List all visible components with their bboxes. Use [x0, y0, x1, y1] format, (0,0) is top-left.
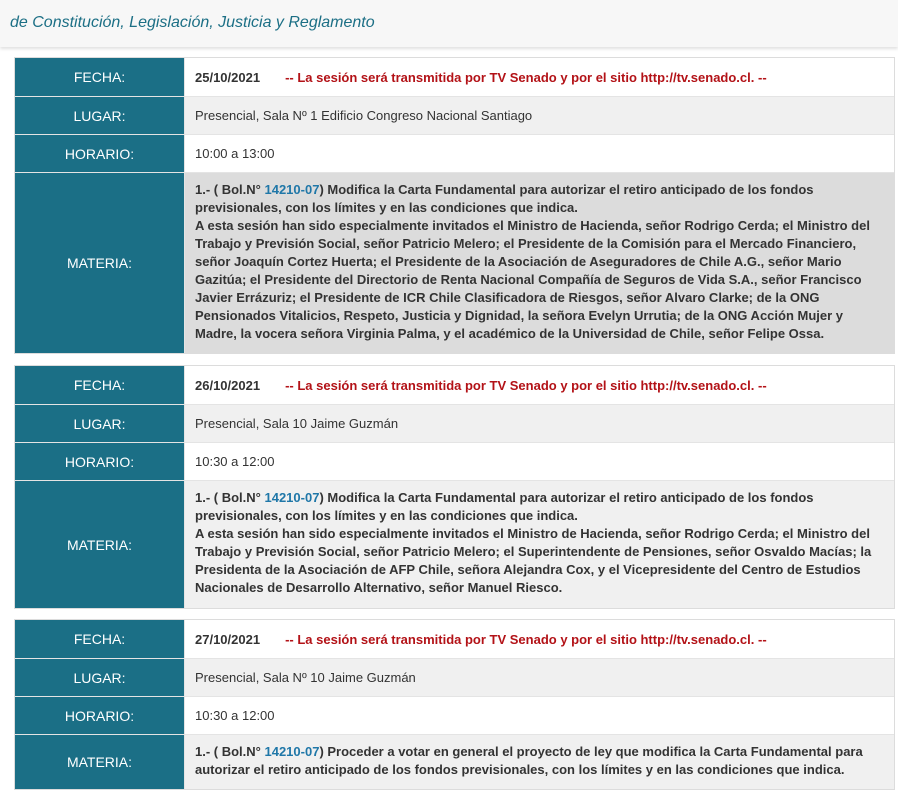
session-card	[14, 365, 895, 609]
lugar-value: Presencial, Sala Nº 1 Edificio Congreso Nacional Santiago	[185, 97, 894, 134]
fecha-label: FECHA:	[15, 620, 185, 658]
horario-value: 10:30 a 12:00	[185, 443, 894, 480]
materia-row	[15, 172, 894, 353]
lugar-label: LUGAR:	[15, 405, 185, 442]
lugar-row	[15, 96, 894, 134]
horario-value: 10:30 a 12:00	[185, 697, 894, 734]
fecha-label: FECHA:	[15, 58, 185, 96]
lugar-row	[15, 658, 894, 696]
horario-label: HORARIO:	[15, 443, 185, 480]
materia-label: MATERIA:	[15, 735, 185, 789]
session-date: 27/10/2021	[195, 631, 261, 647]
materia-text: ) Proceder a votar en general el proyecto de ley que modifica la Carta Fundamental para autorizar el retiro anticipado de los fondos previsionales, con los límites y en las condiciones que indica.	[195, 744, 863, 777]
materia-prefix: 1.- ( Bol.N°	[195, 744, 265, 759]
fecha-label: FECHA:	[15, 366, 185, 404]
fecha-value	[185, 58, 894, 96]
lugar-row	[15, 404, 894, 442]
lugar-value: Presencial, Sala 10 Jaime Guzmán	[185, 405, 894, 442]
lugar-value: Presencial, Sala Nº 10 Jaime Guzmán	[185, 659, 894, 696]
broadcast-notice: -- La sesión será transmitida por TV Senado y por el sitio http://tv.senado.cl. --	[285, 631, 767, 647]
lugar-label: LUGAR:	[15, 659, 185, 696]
fecha-row	[15, 620, 894, 658]
materia-value	[185, 735, 894, 789]
horario-value: 10:00 a 13:00	[185, 135, 894, 172]
broadcast-notice: -- La sesión será transmitida por TV Senado y por el sitio http://tv.senado.cl. --	[285, 377, 767, 393]
materia-label: MATERIA:	[15, 173, 185, 353]
boletin-link[interactable]: 14210-07	[264, 490, 320, 505]
horario-row	[15, 696, 894, 734]
fecha-row	[15, 366, 894, 404]
materia-prefix: 1.- ( Bol.N°	[195, 490, 265, 505]
horario-label: HORARIO:	[15, 135, 185, 172]
session-card	[14, 619, 895, 790]
materia-value	[185, 173, 894, 353]
commission-title: de Constitución, Legislación, Justicia y Reglamento	[10, 14, 375, 31]
broadcast-notice: -- La sesión será transmitida por TV Senado y por el sitio http://tv.senado.cl. --	[285, 69, 767, 85]
horario-row	[15, 442, 894, 480]
commission-header	[0, 0, 898, 47]
invitados-text: A esta sesión han sido especialmente invitados el Ministro de Hacienda, señor Rodrigo Cerda; el Ministro del Trabajo y Previsión Social, señor Patricio Melero; el Superintendente de Pensiones, señor Osvaldo Macías; la Presidenta de la Asociación de AFP Chile, señora Alejandra Cox, y el Vicepresidente del Centro de Estudios Nacionales de Desarrollo Alternativo, señor Manuel Riesco.	[195, 526, 872, 595]
session-date: 25/10/2021	[195, 69, 261, 85]
materia-row	[15, 734, 894, 789]
fecha-value	[185, 366, 894, 404]
fecha-value	[185, 620, 894, 658]
horario-label: HORARIO:	[15, 697, 185, 734]
session-card	[14, 57, 895, 354]
materia-value	[185, 481, 894, 608]
lugar-label: LUGAR:	[15, 97, 185, 134]
boletin-link[interactable]: 14210-07	[264, 182, 320, 197]
materia-text: ) Modifica la Carta Fundamental para autorizar el retiro anticipado de los fondos previsionales, con los límites y en las condiciones que indica.	[195, 490, 814, 523]
boletin-link[interactable]: 14210-07	[264, 744, 320, 759]
fecha-row	[15, 58, 894, 96]
materia-label: MATERIA:	[15, 481, 185, 608]
materia-row	[15, 480, 894, 608]
materia-text: ) Modifica la Carta Fundamental para autorizar el retiro anticipado de los fondos previsionales, con los límites y en las condiciones que indica.	[195, 182, 814, 215]
materia-prefix: 1.- ( Bol.N°	[195, 182, 265, 197]
horario-row	[15, 134, 894, 172]
session-date: 26/10/2021	[195, 377, 261, 393]
invitados-text: A esta sesión han sido especialmente invitados el Ministro de Hacienda, señor Rodrigo Cerda; el Ministro del Trabajo y Previsión Social, señor Patricio Melero; el Presidente de la Comisión para el Mercado Financiero, señor Joaquín Cortez Huerta; el Presidente de la Asociación de Aseguradores de Chile A.G., señor Mario Gazitúa; el Presidente del Directorio de Renta Nacional Compañía de Seguros de Vida S.A., señor Francisco Javier Errázuriz; el Presidente de ICR Chile Clasificadora de Riesgos, señor Alvaro Clarke; de la ONG Pensionados Vitalicios, Respeto, Justicia y Dignidad, la señora Evelyn Urrutia; de la ONG Acción Mujer y Madre, la vocera señora Virginia Palma, y el académico de la Universidad de Chile, señor Felipe Ossa.	[195, 218, 870, 341]
